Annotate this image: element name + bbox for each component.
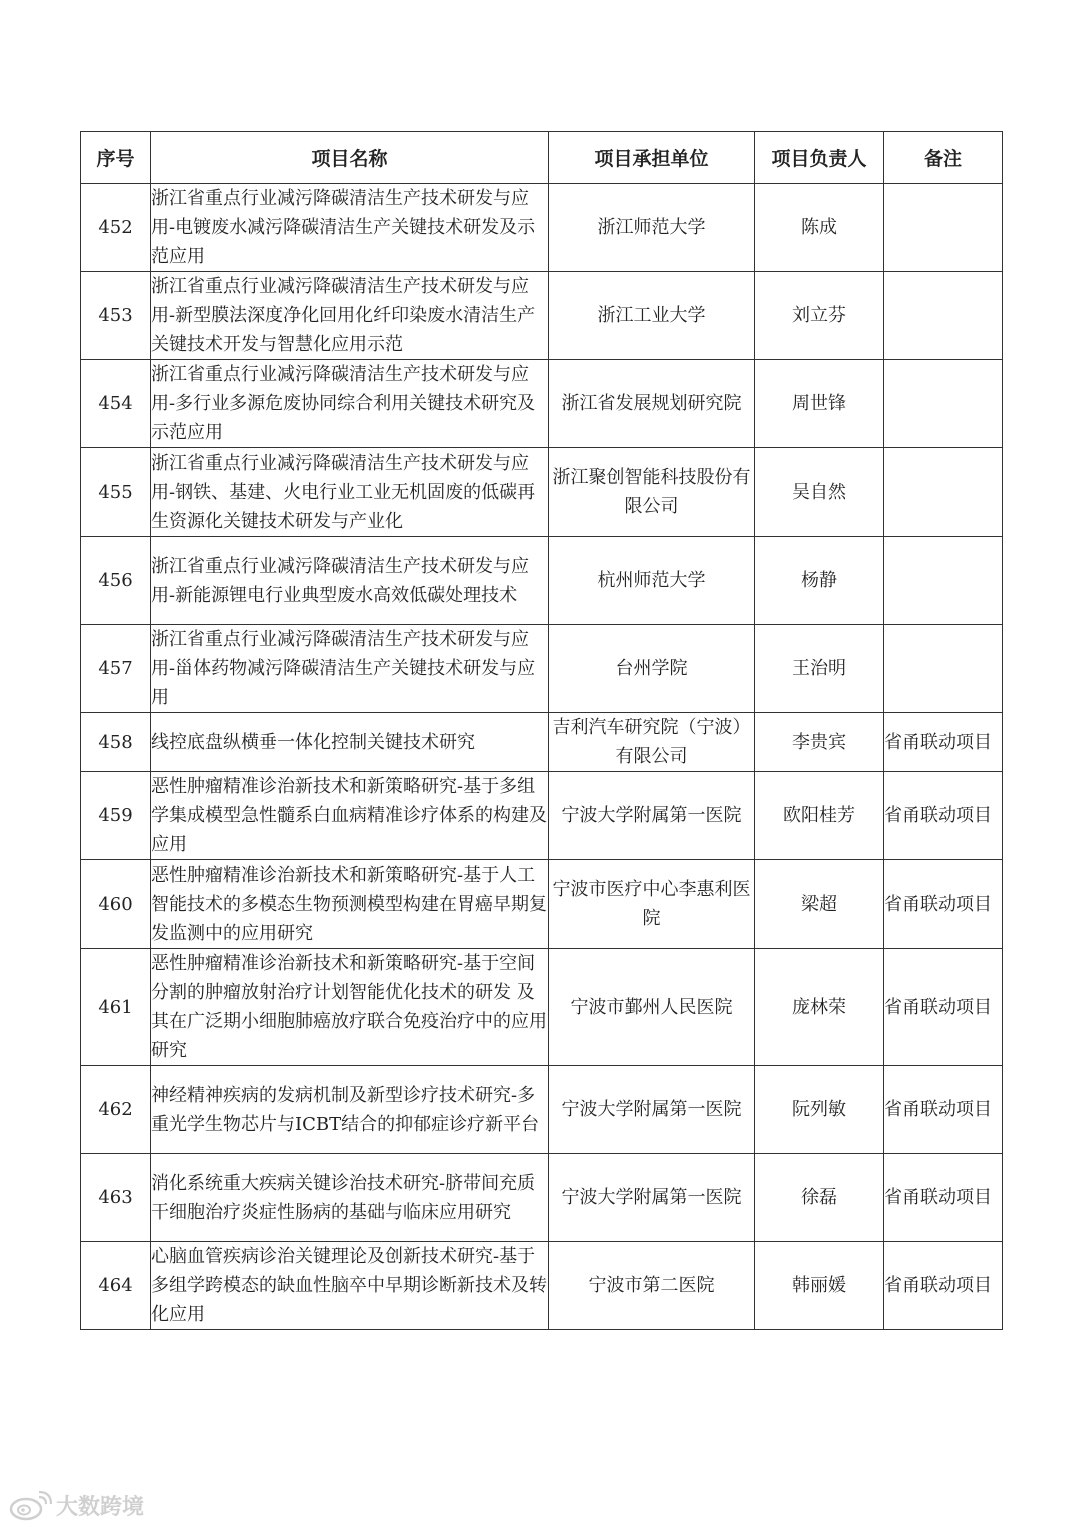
row-note	[884, 360, 1003, 448]
project-table	[80, 131, 1003, 1330]
row-note: 省甬联动项目	[884, 949, 1003, 1066]
row-leader: 吴自然	[755, 448, 884, 537]
table-header-row	[81, 132, 1003, 184]
row-seq: 458	[81, 713, 151, 772]
row-unit: 吉利汽车研究院（宁波）有限公司	[549, 713, 755, 772]
row-leader: 欧阳桂芳	[755, 772, 884, 860]
table-row	[81, 949, 1003, 1066]
row-project-name: 浙江省重点行业减污降碳清洁生产技术研发与应用-钢铁、基建、火电行业工业无机固废的低碳再生资源化关键技术研发与产业化	[151, 448, 549, 537]
table-row	[81, 1242, 1003, 1330]
row-project-name: 恶性肿瘤精准诊治新技术和新策略研究-基于空间分割的肿瘤放射治疗计划智能优化技术的研发 及其在广泛期小细胞肺癌放疗联合免疫治疗中的应用研究	[151, 949, 549, 1066]
row-note	[884, 625, 1003, 713]
header-note: 备注	[884, 132, 1003, 184]
row-project-name: 浙江省重点行业减污降碳清洁生产技术研发与应用-电镀废水减污降碳清洁生产关键技术研发及示范应用	[151, 184, 549, 272]
row-project-name: 浙江省重点行业减污降碳清洁生产技术研发与应用-新型膜法深度净化回用化纤印染废水清洁生产关键技术开发与智慧化应用示范	[151, 272, 549, 360]
row-project-name: 恶性肿瘤精准诊治新技术和新策略研究-基于人工智能技术的多模态生物预测模型构建在胃癌早期复发监测中的应用研究	[151, 860, 549, 949]
header-project-leader: 项目负责人	[755, 132, 884, 184]
row-seq: 463	[81, 1154, 151, 1242]
row-note: 省甬联动项目	[884, 860, 1003, 949]
row-project-name: 浙江省重点行业减污降碳清洁生产技术研发与应用-新能源锂电行业典型废水高效低碳处理技术	[151, 537, 549, 625]
row-leader: 陈成	[755, 184, 884, 272]
row-seq: 464	[81, 1242, 151, 1330]
row-leader: 周世锋	[755, 360, 884, 448]
table-row	[81, 713, 1003, 772]
row-seq: 461	[81, 949, 151, 1066]
table-row	[81, 1154, 1003, 1242]
table-row	[81, 1066, 1003, 1154]
row-unit: 杭州师范大学	[549, 537, 755, 625]
watermark	[8, 1490, 144, 1521]
row-seq: 460	[81, 860, 151, 949]
row-note	[884, 448, 1003, 537]
table-row	[81, 272, 1003, 360]
row-unit: 宁波大学附属第一医院	[549, 1154, 755, 1242]
row-leader: 梁超	[755, 860, 884, 949]
row-leader: 杨静	[755, 537, 884, 625]
row-seq: 456	[81, 537, 151, 625]
row-note: 省甬联动项目	[884, 772, 1003, 860]
row-seq: 455	[81, 448, 151, 537]
row-seq: 452	[81, 184, 151, 272]
row-note: 省甬联动项目	[884, 1154, 1003, 1242]
row-seq: 462	[81, 1066, 151, 1154]
header-seq: 序号	[81, 132, 151, 184]
row-note	[884, 537, 1003, 625]
header-undertaking-unit: 项目承担单位	[549, 132, 755, 184]
row-unit: 宁波大学附属第一医院	[549, 772, 755, 860]
row-leader: 庞林荣	[755, 949, 884, 1066]
row-note	[884, 272, 1003, 360]
row-unit: 台州学院	[549, 625, 755, 713]
row-project-name: 神经精神疾病的发病机制及新型诊疗技术研究-多重光学生物芯片与ICBT结合的抑郁症诊疗新平台	[151, 1066, 549, 1154]
row-unit: 宁波市医疗中心李惠利医院	[549, 860, 755, 949]
table-row	[81, 860, 1003, 949]
row-project-name: 浙江省重点行业减污降碳清洁生产技术研发与应用-多行业多源危废协同综合利用关键技术研究及示范应用	[151, 360, 549, 448]
row-unit: 宁波市鄞州人民医院	[549, 949, 755, 1066]
table-row	[81, 537, 1003, 625]
row-unit: 浙江工业大学	[549, 272, 755, 360]
row-note: 省甬联动项目	[884, 713, 1003, 772]
weibo-logo-icon	[8, 1491, 52, 1521]
watermark-text: 大数跨境	[56, 1495, 145, 1520]
row-project-name: 恶性肿瘤精准诊治新技术和新策略研究-基于多组学集成模型急性髓系白血病精准诊疗体系的构建及应用	[151, 772, 549, 860]
row-seq: 453	[81, 272, 151, 360]
row-project-name: 心脑血管疾病诊治关键理论及创新技术研究-基于多组学跨模态的缺血性脑卒中早期诊断新技术及转化应用	[151, 1242, 549, 1330]
table-row	[81, 625, 1003, 713]
table-row	[81, 772, 1003, 860]
table-row	[81, 448, 1003, 537]
header-project-name: 项目名称	[151, 132, 549, 184]
row-leader: 王治明	[755, 625, 884, 713]
row-note: 省甬联动项目	[884, 1242, 1003, 1330]
row-leader: 韩丽媛	[755, 1242, 884, 1330]
table-row	[81, 360, 1003, 448]
row-seq: 457	[81, 625, 151, 713]
row-leader: 刘立芬	[755, 272, 884, 360]
row-unit: 浙江省发展规划研究院	[549, 360, 755, 448]
row-unit: 浙江师范大学	[549, 184, 755, 272]
row-seq: 459	[81, 772, 151, 860]
row-leader: 李贵宾	[755, 713, 884, 772]
row-unit: 宁波市第二医院	[549, 1242, 755, 1330]
row-leader: 阮列敏	[755, 1066, 884, 1154]
row-note	[884, 184, 1003, 272]
row-unit: 宁波大学附属第一医院	[549, 1066, 755, 1154]
table-row	[81, 184, 1003, 272]
row-project-name: 浙江省重点行业减污降碳清洁生产技术研发与应用-甾体药物减污降碳清洁生产关键技术研发与应用	[151, 625, 549, 713]
row-note: 省甬联动项目	[884, 1066, 1003, 1154]
row-unit: 浙江聚创智能科技股份有限公司	[549, 448, 755, 537]
row-project-name: 消化系统重大疾病关键诊治技术研究-脐带间充质干细胞治疗炎症性肠病的基础与临床应用研究	[151, 1154, 549, 1242]
row-seq: 454	[81, 360, 151, 448]
row-project-name: 线控底盘纵横垂一体化控制关键技术研究	[151, 713, 549, 772]
row-leader: 徐磊	[755, 1154, 884, 1242]
